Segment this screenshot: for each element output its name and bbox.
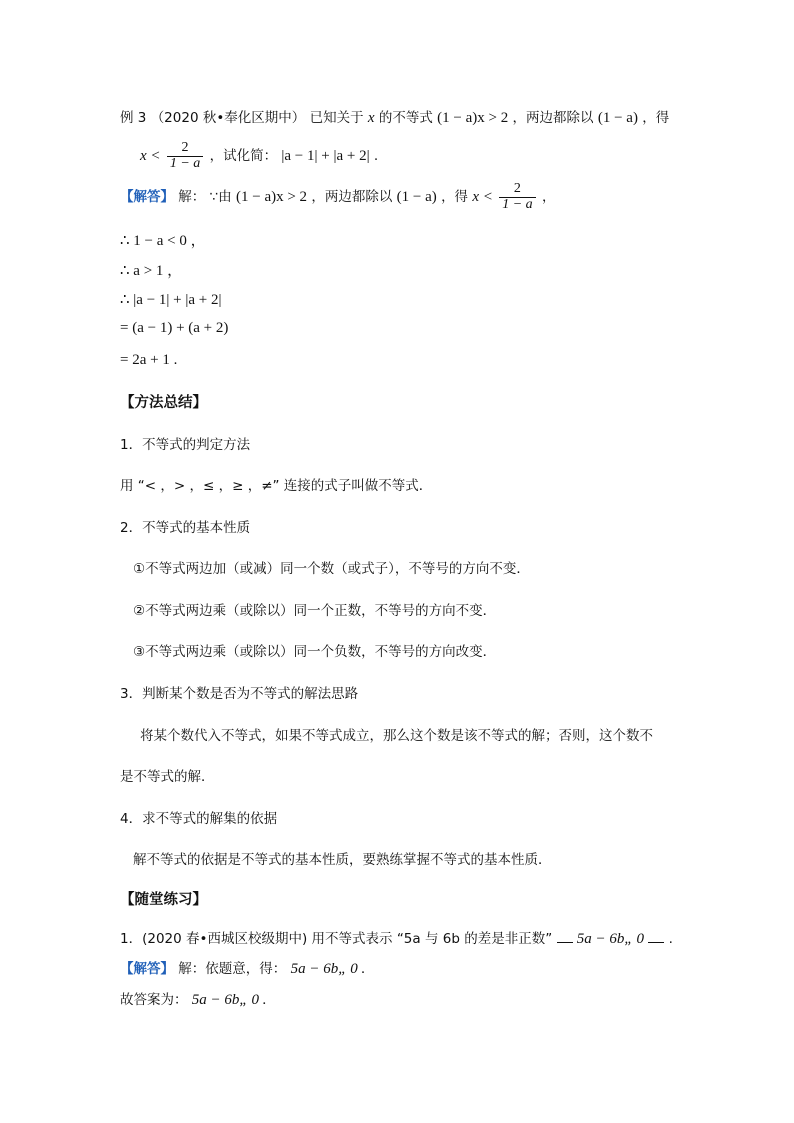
summary-body: 用 “< ，> ，≤ ，≥ ，≠” 连接的式子叫做不等式．: [120, 478, 433, 494]
punctuation: .: [668, 931, 673, 947]
solution-tag: 【解答】: [120, 189, 174, 206]
math-inequality: (1 − a)x > 2: [437, 110, 509, 126]
example-label: 例 3: [120, 110, 147, 126]
solution-step: ∴ 1 − a < 0 ，: [120, 233, 206, 249]
summary-item: ③不等式两边乘（或除以）同一个负数，不等号的方向改变．: [133, 644, 497, 660]
summary-item: ①不等式两边加（或减）同一个数（或式子），不等号的方向不变．: [133, 561, 530, 577]
solution-text: ∵由: [209, 189, 232, 206]
math-expression: 5a − 6b„ 0 .: [290, 961, 366, 977]
math-expression: x <: [472, 189, 493, 206]
example-source: （2020 秋•奉化区期中）: [150, 110, 306, 126]
math-expression: 5a − 6b„ 0 .: [191, 992, 267, 1008]
example-text: ，得: [642, 110, 670, 126]
math-fraction: [499, 182, 535, 212]
summary-title: 2．不等式的基本性质: [120, 520, 251, 536]
question-text: 1．(2020 春•西城区校级期中) 用不等式表示 “5a 与 6b 的差是非正数”: [120, 931, 553, 947]
solution-tag: 【解答】: [120, 961, 174, 977]
practice-solution: [120, 957, 365, 978]
answer-blank: [557, 928, 573, 943]
summary-body: 是不等式的解．: [120, 769, 215, 785]
fraction-denominator: 1 − a: [167, 156, 203, 172]
summary-title: 4．求不等式的解集的依据: [120, 811, 278, 827]
fraction-numerator: 2: [181, 140, 189, 155]
summary-item: ②不等式两边乘（或除以）同一个正数，不等号的方向不变．: [133, 603, 497, 619]
punctuation: .: [373, 148, 379, 165]
summary-title: 1．不等式的判定方法: [120, 437, 251, 453]
solution-line: [120, 182, 555, 212]
math-inequality: (1 − a)x > 2: [235, 189, 308, 206]
solution-step: ∴ |a − 1| + |a + 2|: [120, 292, 222, 308]
final-answer-label: 故答案为：: [120, 992, 188, 1008]
math-fraction: [167, 141, 203, 171]
section-heading: 【随堂练习】: [120, 892, 207, 908]
solution-step: = 2a + 1 .: [120, 352, 178, 368]
math-expression: x <: [140, 148, 161, 165]
example-statement-line-1: [120, 106, 669, 127]
example-text: 已知关于: [309, 110, 364, 126]
summary-title: 3．判断某个数是否为不等式的解法思路: [120, 686, 359, 702]
fraction-denominator: 1 − a: [499, 197, 535, 213]
solution-text: 解：: [178, 189, 206, 206]
solution-text: ，两边都除以: [311, 189, 393, 206]
math-var: x: [367, 110, 375, 126]
question-answer: 5a − 6b„ 0: [576, 931, 645, 947]
section-heading: 【方法总结】: [120, 395, 207, 411]
math-divisor: (1 − a): [597, 110, 638, 126]
practice-final-answer: [120, 988, 267, 1009]
solution-step: ∴ a > 1 ，: [120, 263, 183, 279]
practice-question: [120, 927, 673, 948]
summary-body: 解不等式的依据是不等式的基本性质，要熟练掌握不等式的基本性质．: [133, 852, 552, 868]
example-statement-line-2: [140, 141, 378, 171]
example-text: ，试化简：: [209, 148, 278, 165]
summary-body: 将某个数代入不等式，如果不等式成立，那么这个数是该不等式的解；否则，这个数不: [140, 728, 653, 744]
answer-blank: [648, 928, 664, 943]
solution-text: ，得: [441, 189, 469, 206]
solution-text: 解：依题意，得：: [178, 961, 287, 977]
fraction-numerator: 2: [513, 181, 521, 196]
example-text: ，两边都除以: [512, 110, 594, 126]
math-divisor: (1 − a): [396, 189, 437, 206]
punctuation: ，: [541, 189, 556, 206]
example-text: 的不等式: [378, 110, 433, 126]
math-expression: |a − 1| + |a + 2|: [281, 148, 370, 165]
solution-step: = (a − 1) + (a + 2): [120, 320, 229, 336]
